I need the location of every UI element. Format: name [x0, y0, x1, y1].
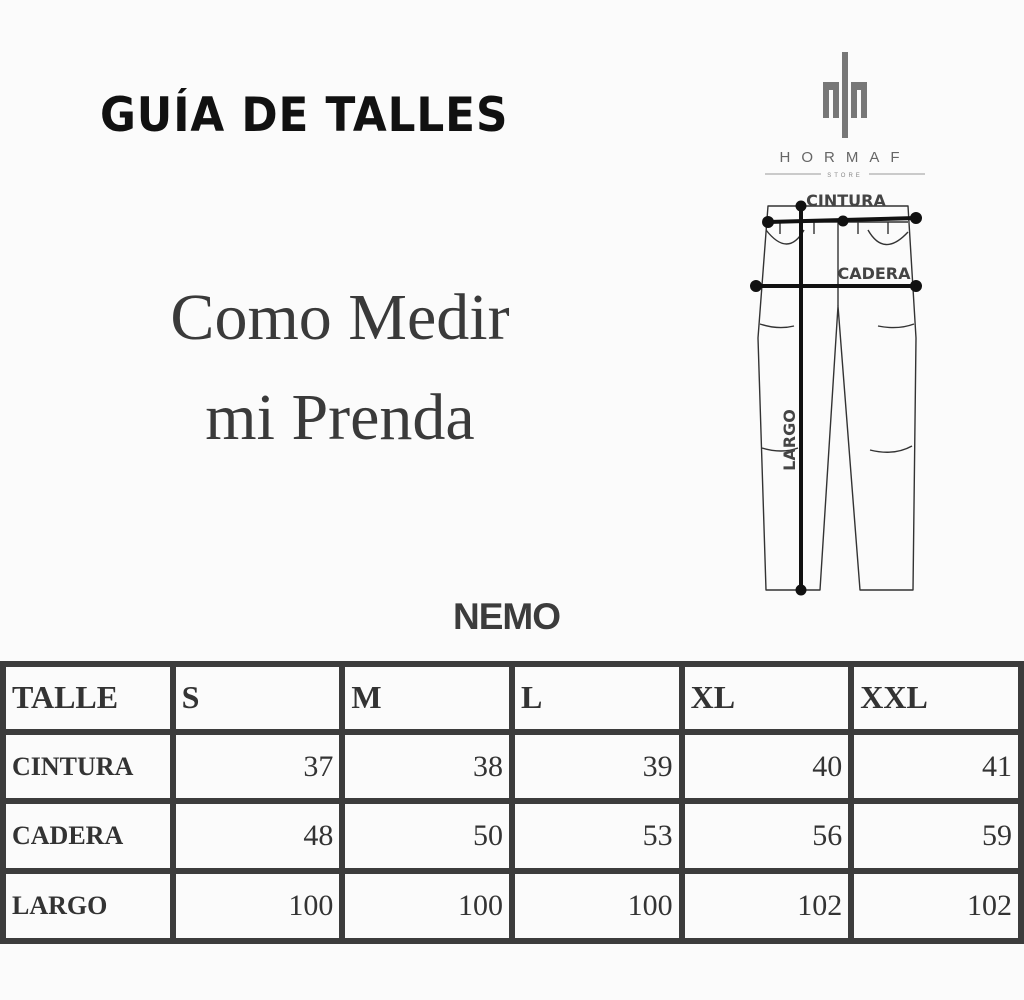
- table-cell: 39: [512, 732, 682, 802]
- subtitle-line-1: Como Medir: [170, 281, 510, 354]
- measurement-lines-icon: [752, 203, 920, 594]
- table-row: [3, 801, 1021, 871]
- row-label: CADERA: [3, 801, 173, 871]
- header-cell: TALLE: [3, 664, 173, 732]
- header-cell: XL: [682, 664, 852, 732]
- table-cell: 100: [512, 871, 682, 941]
- table-cell: 41: [851, 732, 1021, 802]
- header-cell: XXL: [851, 664, 1021, 732]
- row-label: CINTURA: [3, 732, 173, 802]
- subtitle-line-2: mi Prenda: [205, 381, 475, 454]
- logo-mark-icon: [823, 52, 867, 138]
- table-cell: 40: [682, 732, 852, 802]
- row-label: LARGO: [3, 871, 173, 941]
- table-cell: 100: [173, 871, 343, 941]
- waist-label: CINTURA: [806, 191, 886, 210]
- page-title: GUÍA DE TALLES: [100, 88, 509, 143]
- logo-tagline: STORE: [827, 173, 863, 179]
- length-label: LARGO: [780, 409, 799, 471]
- model-name: NEMO: [453, 596, 560, 637]
- table-header-row: [3, 664, 1021, 732]
- table-cell: 50: [342, 801, 512, 871]
- header-cell: L: [512, 664, 682, 732]
- table-cell: 59: [851, 801, 1021, 871]
- table-cell: 56: [682, 801, 852, 871]
- table-cell: 102: [851, 871, 1021, 941]
- table-cell: 37: [173, 732, 343, 802]
- table-row: [3, 871, 1021, 941]
- table-cell: 100: [342, 871, 512, 941]
- hip-label: CADERA: [837, 264, 911, 283]
- logo-name: HORMAF: [779, 149, 911, 166]
- table-row: [3, 732, 1021, 802]
- table-cell: 53: [512, 801, 682, 871]
- pants-measurement-diagram: [748, 188, 928, 608]
- table-cell: 102: [682, 871, 852, 941]
- table-cell: 48: [173, 801, 343, 871]
- header-cell: S: [173, 664, 343, 732]
- hormaf-logo: [755, 48, 935, 188]
- table-cell: 38: [342, 732, 512, 802]
- size-chart-table: [0, 661, 1024, 944]
- header-cell: M: [342, 664, 512, 732]
